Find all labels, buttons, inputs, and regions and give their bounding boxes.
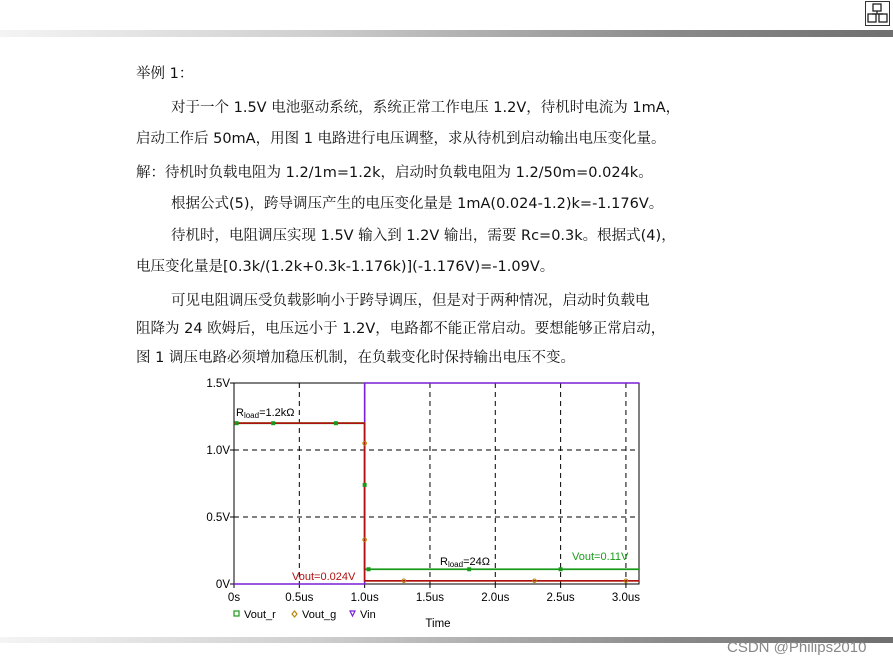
x-tick-label: 1.0us — [350, 592, 379, 604]
x-tick-label: 0s — [227, 592, 241, 604]
paragraph-4-line-1: 待机时，电阻调压实现 1.5V 输入到 1.2V 输出，需要 Rc=0.3k。根据式(4)， — [171, 228, 676, 244]
legend-marker-triangle — [350, 611, 355, 616]
legend-label: Vout_g — [302, 609, 337, 621]
x-tick-label: 2.5us — [546, 592, 575, 604]
x-tick-label: 3.0us — [611, 592, 641, 604]
chart-legend — [234, 609, 376, 621]
y-tick-label: 0.5V — [206, 512, 230, 524]
vout-low-annotation: Vout=0.024V — [292, 571, 356, 583]
y-tick-label: 0V — [215, 579, 230, 591]
legend-label: Vout_r — [244, 609, 276, 621]
top-divider-bar — [0, 30, 893, 37]
vout-r-marker — [367, 567, 371, 571]
x-tick-label: 1.5us — [415, 592, 445, 604]
paragraph-5-line-3: 图 1 调压电路必须增加稳压机制，在负载变化时保持输出电压不变。 — [136, 350, 575, 366]
rload-label-standby: Rload=1.2kΩ — [236, 407, 295, 420]
vout-r-marker — [334, 421, 338, 425]
vout-r-marker — [235, 421, 239, 425]
vout-r-marker — [363, 483, 367, 487]
x-tick-label: 2.0us — [481, 592, 510, 604]
paragraph-3: 根据公式(5)，跨导调压产生的电压变化量是 1mA(0.024-1.2)k=-1.176V。 — [171, 196, 664, 212]
paragraph-1-line-1: 对于一个 1.5V 电池驱动系统，系统正常工作电压 1.2V，待机时电流为 1mA， — [171, 100, 681, 116]
y-axis-ticks — [206, 378, 234, 591]
example-title: 举例 1： — [136, 66, 194, 82]
y-tick-label: 1.0V — [206, 445, 230, 457]
rload-label-active: Rload=24Ω — [440, 556, 490, 569]
vout-r-marker — [559, 567, 563, 571]
x-tick-label: 0.5us — [285, 592, 314, 604]
legend-marker-square — [234, 611, 239, 616]
x-axis-label: Time — [425, 618, 451, 630]
legend-marker-diamond — [292, 611, 297, 617]
paragraph-1-line-2: 启动工作后 50mA，用图 1 电路进行电压调整，求从待机到启动输出电压变化量。 — [136, 131, 666, 147]
legend-label: Vin — [360, 609, 376, 621]
vout-r-marker — [271, 421, 275, 425]
paragraph-4-line-2: 电压变化量是[0.3k/(1.2k+0.3k-1.176k)](-1.176V)=-1.09V。 — [136, 259, 555, 275]
vout-high-annotation: Vout=0.11V — [572, 551, 629, 563]
watermark: CSDN @Philips2010 — [727, 639, 867, 656]
x-axis-ticks — [228, 584, 640, 604]
paragraph-5-line-1: 可见电阻调压受负载影响小于跨导调压，但是对于两种情况，启动时负载电 — [171, 293, 650, 309]
solution-line: 解：待机时负载电阻为 1.2/1m=1.2k，启动时负载电阻为 1.2/50m=0.024k。 — [136, 165, 653, 181]
y-tick-label: 1.5V — [206, 378, 230, 390]
series-line-vout-r — [234, 423, 639, 569]
window-grid-icon[interactable] — [865, 1, 890, 26]
paragraph-5-line-2: 阻降为 24 欧姆后，电压远小于 1.2V，电路都不能正常启动。要想能够正常启动， — [136, 321, 666, 337]
voltage-time-chart — [190, 374, 650, 636]
